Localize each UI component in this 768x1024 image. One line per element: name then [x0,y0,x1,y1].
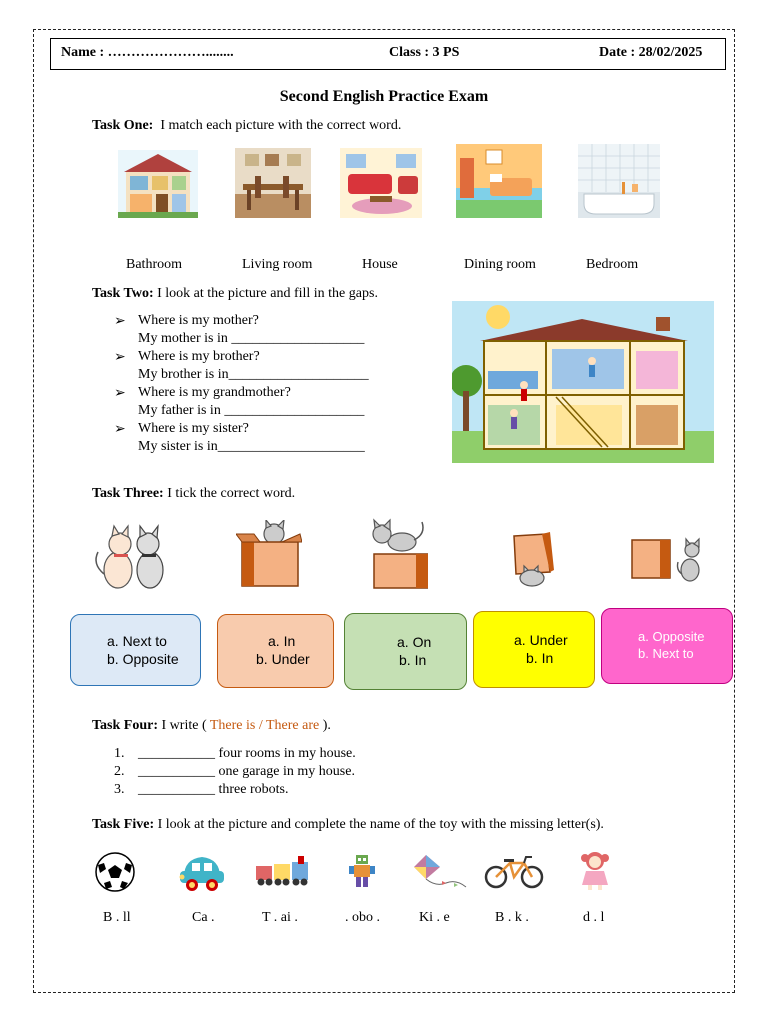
doll-picture [572,849,618,891]
question-brother: Where is my brother? [138,349,260,364]
dining-room-picture [235,148,311,218]
task-two-heading [92,286,378,302]
question-mother: Where is my mother? [138,313,259,328]
bedroom-picture [456,144,542,218]
word-doll: d . l [583,910,605,925]
cat-under-box-picture [506,532,558,588]
word-ball: B . ll [103,910,131,925]
ball-picture [94,851,136,893]
item-number: 1. [114,746,125,761]
word-living-room: Living room [242,257,313,272]
name-field: Name : …………………........ [61,45,234,60]
car-picture [178,851,226,893]
word-dining-room: Dining room [464,257,536,272]
option-b[interactable]: b. In [399,652,427,668]
option-a[interactable]: a. Next to [107,633,167,649]
answer-box-3 [344,613,467,690]
task-three-label: Task Three: [92,486,164,501]
class-label: Class : 3 PS [389,45,460,60]
cat-on-box-picture [368,518,428,590]
question-sister: Where is my sister? [138,421,249,436]
word-bathroom: Bathroom [126,257,182,272]
task-three-heading [92,486,295,502]
task-five-instruction: I look at the picture and complete the name of the toy with the missing letter(s). [157,817,604,832]
option-a[interactable]: a. Under [514,632,568,648]
word-car: Ca . [192,910,215,925]
item-number: 2. [114,764,125,779]
bathroom-picture [578,144,660,218]
answer-sister: My sister is in_____________________ [138,439,365,454]
page-title: Second English Practice Exam [279,88,489,105]
house-picture [118,150,198,218]
header-box [50,38,726,70]
living-room-picture [340,148,422,218]
sentence-three-robots: ___________ three robots. [138,782,289,797]
task-four-label: Task Four: [92,718,159,733]
bullet-arrow: ➢ [114,422,126,437]
house-cutaway-picture [452,301,714,463]
train-picture [254,856,310,888]
word-bike: B . k . [495,910,529,925]
word-train: T . ai . [262,910,298,925]
task-four-heading [92,718,331,734]
answer-box-2 [217,614,334,688]
option-b[interactable]: b. Opposite [107,651,179,667]
task-two-instruction: I look at the picture and fill in the gaps. [157,286,378,301]
answer-box-1 [70,614,201,686]
question-grandmother: Where is my grandmother? [138,385,291,400]
option-b[interactable]: b. Under [256,651,310,667]
bullet-arrow: ➢ [114,350,126,365]
answer-brother: My brother is in____________________ [138,367,369,382]
task-one-heading [92,118,401,134]
bullet-arrow: ➢ [114,386,126,401]
option-a[interactable]: a. On [397,634,432,650]
cat-in-box-picture [236,520,302,588]
answer-mother: My mother is in ___________________ [138,331,365,346]
sentence-four-rooms: ___________ four rooms in my house. [138,746,356,761]
word-bedroom: Bedroom [586,257,639,272]
task-two-label: Task Two: [92,286,154,301]
option-a[interactable]: a. Opposite [638,629,705,644]
answer-grandmother: My father is in ____________________ [138,403,365,418]
task-four-options: There is / There are [206,718,323,733]
word-kite: Ki . e [419,910,450,925]
item-number: 3. [114,782,125,797]
task-one-label: Task One: [92,118,154,133]
option-b[interactable]: b. In [526,650,554,666]
kite-picture [412,853,468,891]
cats-next-to-picture [90,514,180,592]
word-robot: . obo . [345,910,380,925]
option-a[interactable]: a. In [268,633,296,649]
cat-opposite-box-picture [630,536,706,584]
date-label: Date : 28/02/2025 [599,45,703,60]
bullet-arrow: ➢ [114,314,126,329]
task-one-instruction: I match each picture with the correct word. [160,118,402,133]
task-three-instruction: I tick the correct word. [167,486,296,501]
task-five-heading [92,817,604,833]
task-four-instruction-pre: I write ( [161,718,207,733]
sentence-one-garage: ___________ one garage in my house. [138,764,355,779]
answer-box-5 [601,608,733,684]
option-b[interactable]: b. Next to [638,646,694,661]
task-four-instruction-post: ). [322,718,331,733]
answer-box-4 [473,611,595,688]
word-house: House [362,257,398,272]
task-five-label: Task Five: [92,817,155,832]
robot-picture [348,853,376,889]
bike-picture [484,853,544,889]
